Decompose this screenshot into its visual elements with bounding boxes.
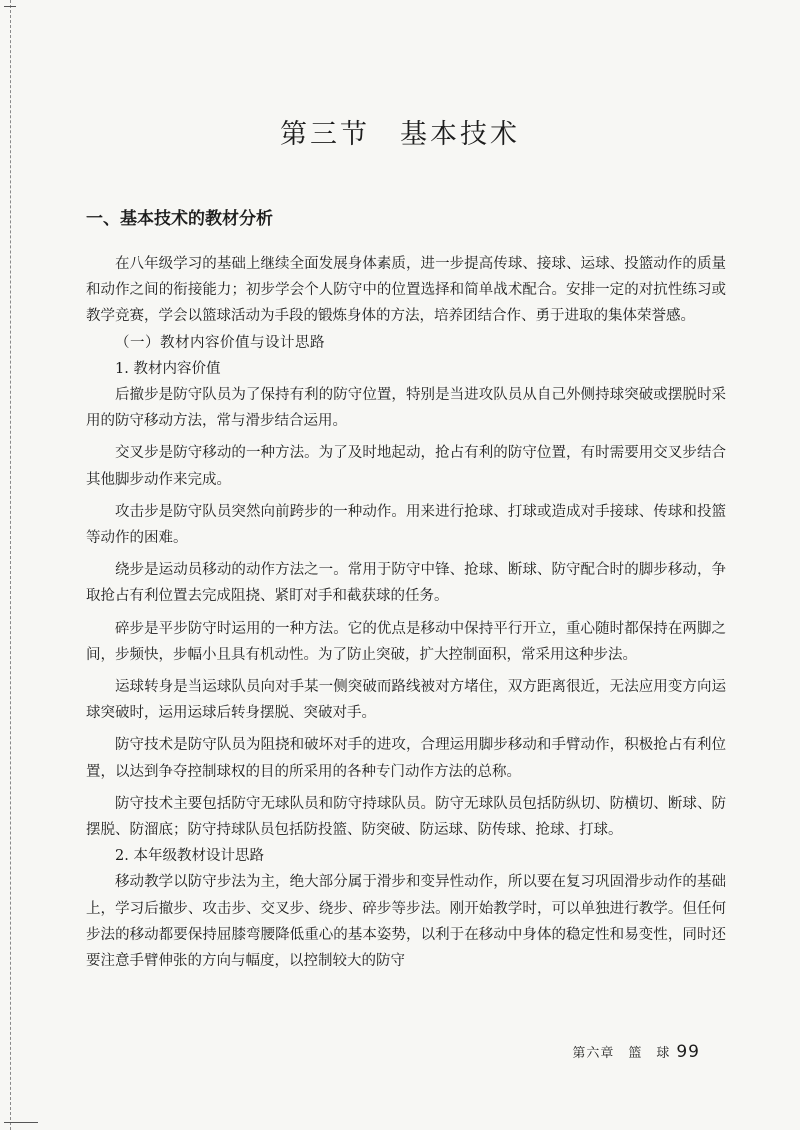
section-name: 基本技术: [400, 119, 520, 150]
paragraph: 在八年级学习的基础上继续全面发展身体素质，进一步提高传球、接球、运球、投篮动作的质量和动作之间的衔接能力；初步学会个人防守中的位置选择和简单战术配合。安排一定的对抗性练习或教学竞赛，学会以篮球活动为手段的锻炼身体的方法，培养团结合作、勇于进取的集体荣誉感。: [86, 256, 726, 325]
body-text: [86, 251, 726, 974]
section-title: [0, 112, 800, 151]
subheading: （一）教材内容价值与设计思路: [115, 334, 325, 351]
paragraph: 移动教学以防守步法为主，绝大部分属于滑步和变异性动作，所以要在复习巩固滑步动作的基础上，学习后撤步、攻击步、交叉步、绕步、碎步等步法。刚开始教学时，可以单独进行教学。但任何步法的移动都要保持屈膝弯腰降低重心的基本姿势，以利于在移动中身体的稳定性和易变性，同时还要注意手臂伸张的方向与幅度，以控制较大的防守: [86, 874, 726, 970]
footer-chapter: 第六章 篮 球: [572, 1046, 671, 1061]
binding-line: [10, 0, 11, 1130]
section-number: 第三节: [280, 119, 370, 150]
page-footer: [572, 1042, 700, 1062]
paragraph: 绕步是运动员移动的动作方法之一。常用于防守中锋、抢球、断球、防守配合时的脚步移动，争取抢占有利位置去完成阻挠、紧盯对手和截获球的任务。: [86, 562, 726, 605]
paragraph: 交叉步是防守移动的一种方法。为了及时地起动，抢占有利的防守位置，有时需要用交叉步结合其他脚步动作来完成。: [86, 445, 726, 488]
paragraph: 后撤步是防守队员为了保持有利的防守位置，特别是当进攻队员从自己外侧持球突破或摆脱时采用的防守移动方法，常与滑步结合运用。: [86, 387, 726, 430]
subheading: 2. 本年级教材设计思路: [115, 848, 264, 865]
paragraph: 防守技术是防守队员为阻挠和破坏对手的进攻，合理运用脚步移动和手臂动作，积极抢占有利位置，以达到争夺控制球权的目的所采用的各种专门动作方法的总称。: [86, 737, 726, 780]
binding-mark-bottom: [4, 1122, 38, 1123]
paragraph: 运球转身是当运球队员向对手某一侧突破而路线被对方堵住，双方距离很近，无法应用变方向运球突破时，运用运球后转身摆脱、突破对手。: [86, 679, 726, 722]
paragraph: 攻击步是防守队员突然向前跨步的一种动作。用来进行抢球、打球或造成对手接球、传球和投篮等动作的困难。: [86, 503, 726, 547]
paragraph: 碎步是平步防守时运用的一种方法。它的优点是移动中保持平行开立，重心随时都保持在两脚之间，步频快，步幅小且具有机动性。为了防止突破，扩大控制面积，常采用这种步法。: [86, 620, 726, 663]
binding-mark-top: [4, 6, 16, 7]
paragraph: 防守技术主要包括防守无球队员和防守持球队员。防守无球队员包括防纵切、防横切、断球、防摆脱、防溜底；防守持球队员包括防投篮、防突破、防运球、防传球、抢球、打球。: [86, 795, 726, 839]
page-number: 99: [676, 1042, 700, 1062]
subheading: 1. 教材内容价值: [115, 360, 221, 377]
heading: 一、基本技术的教材分析: [86, 209, 273, 229]
